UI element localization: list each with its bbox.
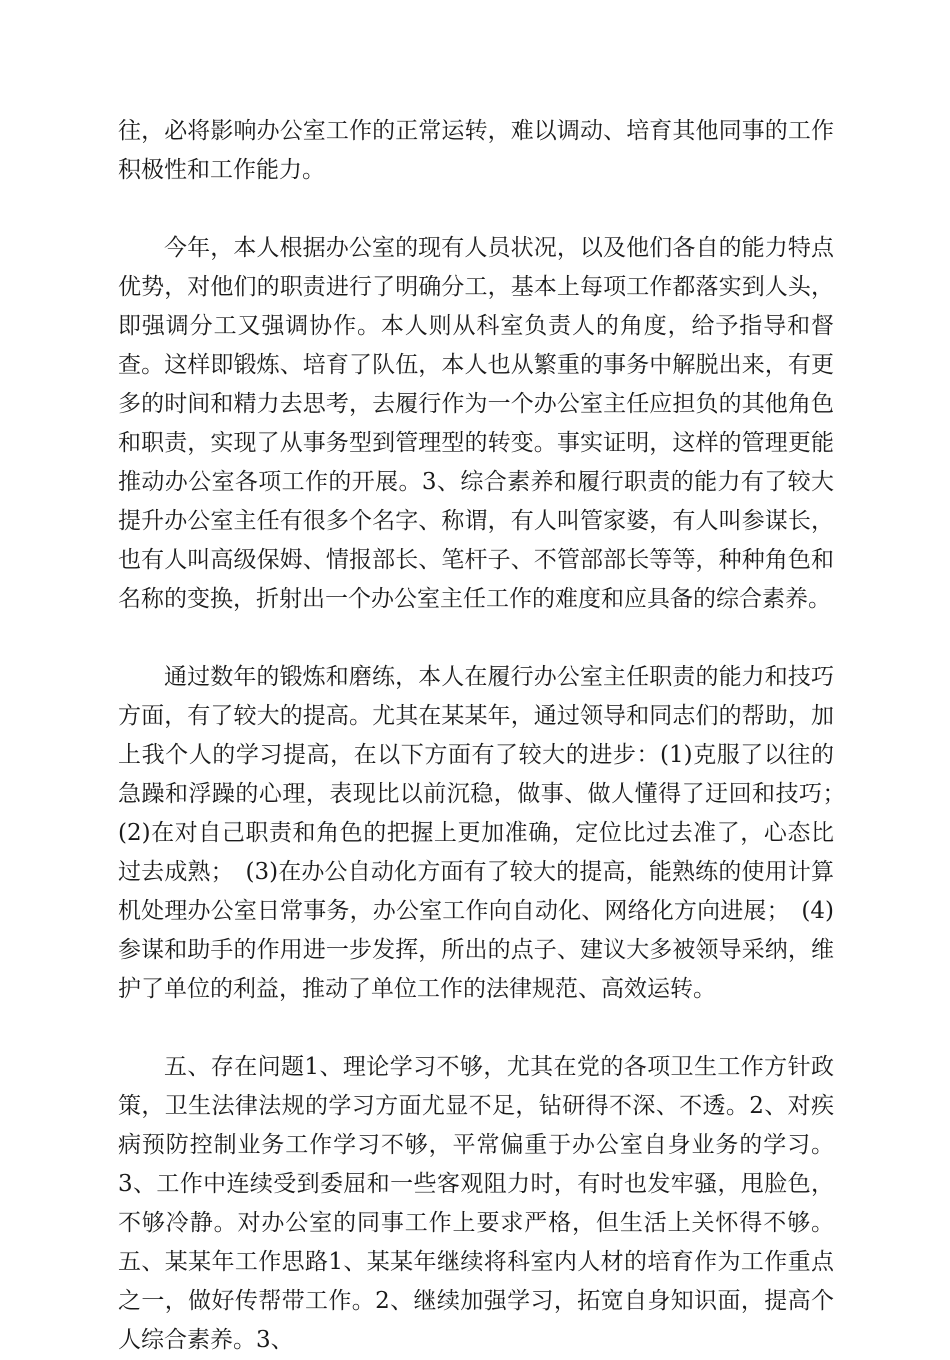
paragraph-4: 五、存在问题1、理论学习不够，尤其在党的各项卫生工作方针政策，卫生法律法规的学习方面尤显不足，钻研得不深、不透。2、对疾病预防控制业务工作学习不够，平常偏重于办公室自身业务的学习。3、工作中连续受到委屈和一些客观阻力时，有时也发牢骚，甩脸色，不够冷静。对办公室的同事工作上要求严格，但生活上关怀得不够。五、某某年工作思路1、某某年继续将科室内人材的培育作为工作重点之一，做好传帮带工作。2、继续加强学习，拓宽自身知识面，提高个人综合素养。3、 (118, 1054, 834, 1353)
paragraph-spacer (118, 190, 834, 229)
paragraph-3: 通过数年的锻炼和磨练，本人在履行办公室主任职责的能力和技巧方面，有了较大的提高。尤其在某某年，通过领导和同志们的帮助，加上我个人的学习提高，在以下方面有了较大的进步：(1)克服了以往的急躁和浮躁的心理，表现比以前沉稳，做事、做人懂得了迂回和技巧； (2)在对自己职责和角色的把握上更加准确，定位比过去准了，心态比过去成熟； (3)在办公自动化方面有了较大的提高，能熟练的使用计算机处理办公室日常事务，办公室工作向自动化、网络化方向进展； (4)参谋和助手的作用进一步发挥，所出的点子、建议大多被领导采纳，维护了单位的利益，推动了单位工作的法律规范、高效运转。 (118, 664, 857, 1002)
document-body (118, 112, 857, 1360)
paragraph-1: 往，必将影响办公室工作的正常运转，难以调动、培育其他同事的工作积极性和工作能力。 (118, 118, 834, 183)
paragraph-spacer (118, 619, 834, 658)
paragraph-2: 今年，本人根据办公室的现有人员状况，以及他们各自的能力特点优势，对他们的职责进行了明确分工，基本上每项工作都落实到人头，即强调分工又强调协作。本人则从科室负责人的角度，给予指导和督查。这样即锻炼、培育了队伍，本人也从繁重的事务中解脱出来，有更多的时间和精力去思考，去履行作为一个办公室主任应担负的其他角色和职责，实现了从事务型到管理型的转变。事实证明，这样的管理更能推动办公室各项工作的开展。3、综合素养和履行职责的能力有了较大提升办公室主任有很多个名字、称谓，有人叫管家婆，有人叫参谋长，也有人叫高级保姆、情报部长、笔杆子、不管部部长等等，种种角色和名称的变换，折射出一个办公室主任工作的难度和应具备的综合素养。 (118, 235, 834, 612)
paragraph-spacer (118, 1009, 834, 1048)
